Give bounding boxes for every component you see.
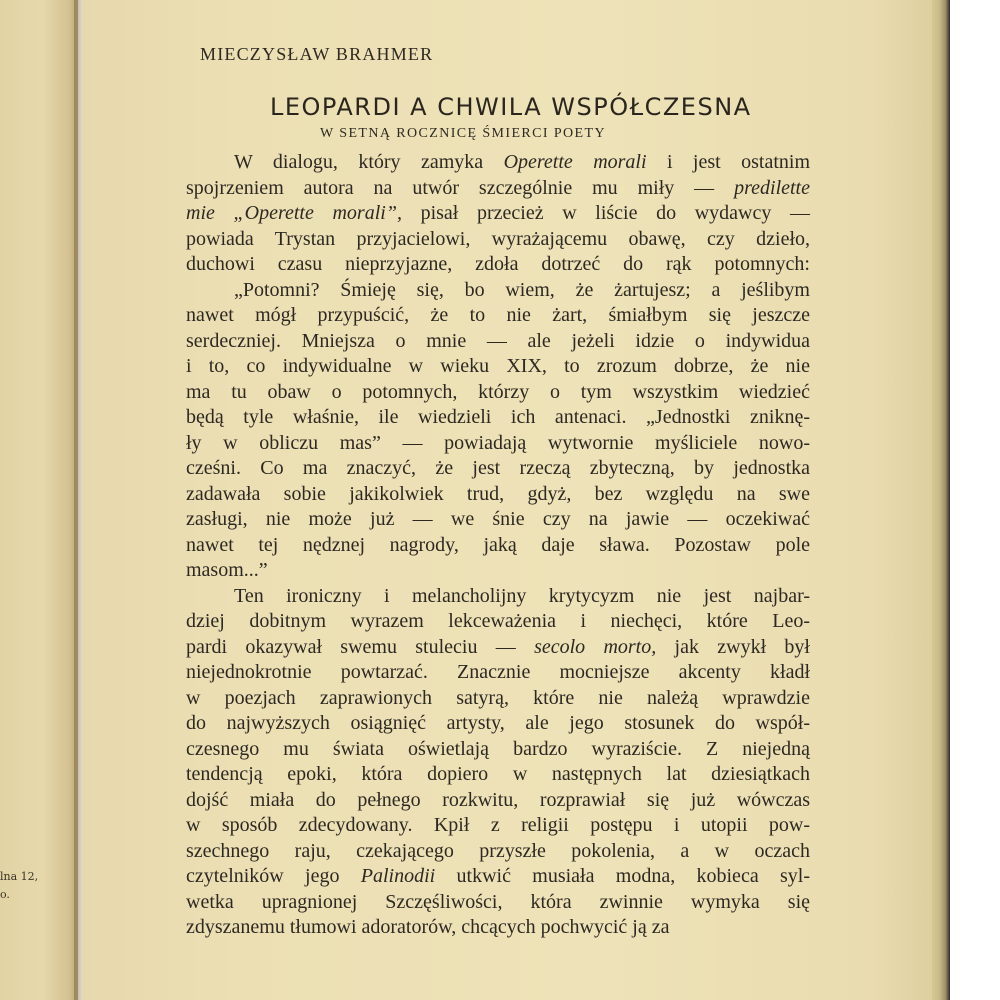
- text-segment: pisał przecież w liście do wydawcy —: [401, 202, 810, 224]
- text-segment: do najwyższych osiągnięć artysty, ale jego stosunek do współ-: [186, 712, 810, 734]
- text-segment: czytelników jego: [186, 865, 361, 887]
- text-line: [186, 278, 810, 304]
- text-segment: ły w obliczu mas” — powiadają wytwornie myśliciele nowo-: [186, 431, 810, 454]
- italic-segment: predilette: [734, 176, 810, 199]
- text-line: [186, 635, 810, 661]
- text-line: [186, 405, 810, 431]
- text-segment: tendencją epoki, która dopiero w następnych lat dziesiątkach: [186, 763, 810, 785]
- text-segment: serdeczniej. Mniejsza o mnie — ale jeżeli idzie o indywidua: [186, 329, 810, 352]
- margin-note: lna 12,: [0, 870, 39, 883]
- text-segment: dziej dobitnym wyrazem lekceważenia i niechęci, które Leo-: [186, 610, 810, 632]
- author-name: MIECZYSŁAW BRAHMER: [200, 44, 434, 64]
- text-line: [186, 507, 810, 533]
- text-line: [186, 915, 810, 941]
- text-segment: zadawała sobie jakikolwiek trud, gdyż, bez względu na swe: [186, 482, 810, 505]
- text-segment: cześni. Co ma znaczyć, że jest rzeczą zbyteczną, by jednostka: [186, 457, 810, 479]
- text-segment: Ten ironiczny i melancholijny krytycyzm nie jest najbar-: [234, 584, 810, 607]
- text-line: [186, 813, 810, 839]
- italic-segment: Palinodii: [360, 865, 436, 887]
- text-line: [186, 788, 810, 814]
- text-segment: nawet mógł przypuścić, że to nie żart, śmiałbym się jeszcze: [186, 304, 810, 326]
- text-segment: zdyszanemu tłumowi adoratorów, chcących pochwycić ją za: [186, 916, 670, 938]
- text-segment: w poezjach zaprawionych satyrą, które nie należą wprawdzie: [186, 686, 810, 709]
- text-segment: duchowi czasu nieprzyjazne, zdoła dotrzeć do rąk potomnych:: [186, 253, 810, 275]
- text-line: [186, 329, 810, 355]
- text-line: [186, 762, 810, 788]
- italic-segment: Operette morali: [503, 151, 647, 173]
- text-line: [186, 150, 810, 176]
- text-segment: dojść miała do pełnego rozkwitu, rozprawiał się już wówczas: [186, 788, 810, 811]
- italic-segment: mie „Operette morali”,: [186, 202, 402, 224]
- article-subtitle: W SETNĄ ROCZNICĘ ŚMIERCI POETY: [320, 126, 606, 141]
- text-line: [186, 711, 810, 737]
- body-text: [186, 150, 810, 941]
- text-line: [186, 737, 810, 763]
- text-segment: szechnego raju, czekającego przyszłe pokolenia, a w oczach: [186, 839, 810, 862]
- text-line: [186, 839, 810, 865]
- text-segment: pardi okazywał swemu stuleciu —: [186, 635, 535, 658]
- text-segment: spojrzeniem autora na utwór szczególnie mu miły —: [186, 176, 735, 199]
- text-line: [186, 227, 810, 253]
- text-segment: wetka upragnionej Szczęśliwości, która zwinnie wymyka się: [186, 890, 810, 913]
- page-edge: [932, 0, 950, 1000]
- text-segment: utkwić musiała modna, kobieca syl-: [435, 865, 810, 887]
- text-line: [186, 558, 810, 584]
- text-line: [186, 864, 810, 890]
- text-segment: i to, co indywidualne w wieku XIX, to zrozum dobrze, że nie: [186, 355, 810, 377]
- text-segment: nawet tej nędznej nagrody, jaką daje sława. Pozostaw pole: [186, 533, 810, 556]
- text-line: [186, 456, 810, 482]
- text-segment: niejednokrotnie powtarzać. Znacznie mocniejsze akcenty kładł: [186, 661, 810, 683]
- text-segment: zasługi, nie może już — we śnie czy na jawie — oczekiwać: [186, 508, 810, 530]
- text-line: [186, 609, 810, 635]
- text-segment: masom...”: [186, 559, 268, 581]
- left-page: [0, 0, 78, 1000]
- text-segment: ma tu obaw o potomnych, którzy o tym wszystkim wiedzieć: [186, 380, 810, 403]
- text-line: [186, 354, 810, 380]
- text-segment: powiada Trystan przyjacielowi, wyrażającemu obawę, czy dzieło,: [186, 227, 810, 250]
- text-line: [186, 303, 810, 329]
- text-line: [186, 201, 810, 227]
- text-segment: W dialogu, który zamyka: [234, 151, 504, 173]
- text-line: [186, 660, 810, 686]
- text-line: [186, 380, 810, 406]
- text-line: [186, 252, 810, 278]
- text-segment: jak zwykł był: [656, 635, 810, 658]
- italic-segment: secolo morto,: [534, 635, 657, 658]
- text-line: [186, 533, 810, 559]
- text-line: [186, 176, 810, 202]
- text-segment: będą tyle właśnie, ile wiedzieli ich antenaci. „Jednostki zniknę-: [186, 406, 810, 428]
- text-line: [186, 431, 810, 457]
- text-segment: i jest ostatnim: [646, 151, 810, 173]
- text-line: [186, 584, 810, 610]
- text-line: [186, 686, 810, 712]
- text-segment: w sposób zdecydowany. Kpił z religii postępu i utopii pow-: [186, 814, 810, 836]
- text-segment: „Potomni? Śmieję się, bo wiem, że żartujesz; a jeślibym: [234, 278, 810, 301]
- text-segment: czesnego mu świata oświetlają bardzo wyraziście. Z niejedną: [186, 737, 810, 760]
- margin-note: o.: [0, 888, 10, 901]
- text-line: [186, 482, 810, 508]
- article-title: LEOPARDI A CHWILA WSPÓŁCZESNA: [270, 93, 752, 121]
- text-line: [186, 890, 810, 916]
